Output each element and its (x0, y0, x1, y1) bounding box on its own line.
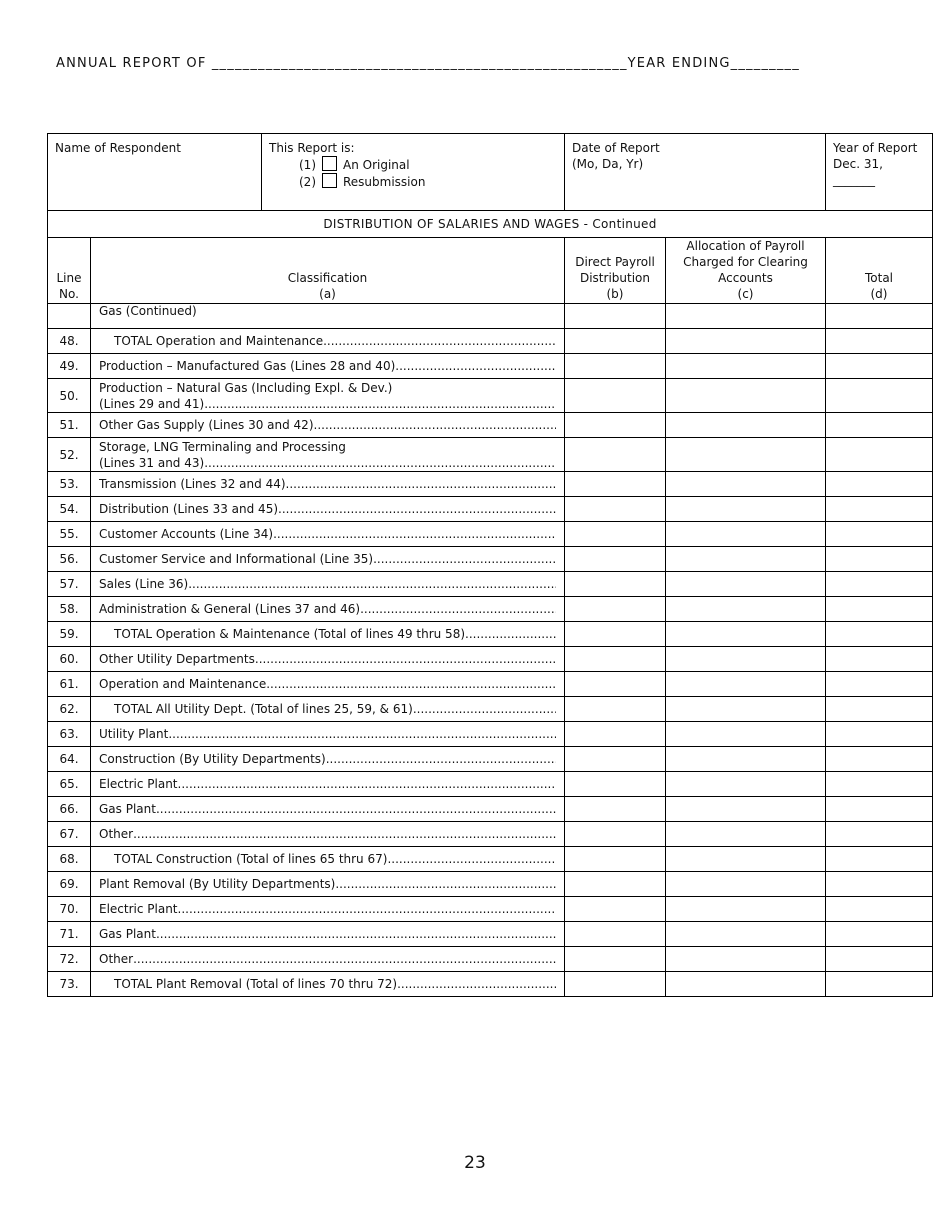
direct-payroll-cell[interactable] (565, 847, 666, 872)
allocation-cell[interactable] (666, 797, 826, 822)
row-label: (Lines 29 and 41) (99, 396, 205, 411)
total-cell[interactable] (826, 379, 933, 413)
table-row (48, 947, 933, 972)
line-number: 65. (48, 772, 91, 797)
direct-payroll-cell[interactable] (565, 672, 666, 697)
row-label: TOTAL Operation and Maintenance (114, 334, 324, 348)
total-cell[interactable] (826, 922, 933, 947)
column-header-row (48, 238, 933, 304)
total-cell[interactable] (826, 847, 933, 872)
total-cell[interactable] (826, 413, 933, 438)
total-cell[interactable] (826, 772, 933, 797)
table-row (48, 872, 933, 897)
line-number: 69. (48, 872, 91, 897)
row-label: Electric Plant (99, 902, 178, 916)
table-row (48, 747, 933, 772)
table-row (48, 472, 933, 497)
table-row (48, 572, 933, 597)
table-row (48, 379, 933, 413)
line-number: 72. (48, 947, 91, 972)
date-format: (Mo, Da, Yr) (572, 157, 644, 171)
resubmission-checkbox[interactable] (322, 173, 337, 188)
row-label: Operation and Maintenance (99, 677, 267, 691)
allocation-cell[interactable] (666, 472, 826, 497)
table-row (48, 972, 933, 997)
table-row (48, 522, 933, 547)
table-row (48, 697, 933, 722)
original-checkbox[interactable] (322, 156, 337, 171)
line-number: 50. (48, 379, 91, 413)
table-row (48, 597, 933, 622)
allocation-cell[interactable] (666, 522, 826, 547)
table-row (48, 822, 933, 847)
total-cell[interactable] (826, 822, 933, 847)
table-row (48, 897, 933, 922)
option-original (269, 156, 557, 173)
direct-payroll-cell[interactable] (565, 872, 666, 897)
table-row (48, 413, 933, 438)
line-number: 57. (48, 572, 91, 597)
report-year-cell (826, 134, 933, 211)
allocation-cell[interactable] (666, 547, 826, 572)
row-label: TOTAL Construction (Total of lines 65 thru 67) (114, 852, 388, 866)
respondent-label: Name of Respondent (55, 141, 181, 155)
row-label: Plant Removal (By Utility Departments) (99, 877, 336, 891)
table-row (48, 722, 933, 747)
table-row (48, 797, 933, 822)
row-label: TOTAL All Utility Dept. (Total of lines 25, 59, & 61) (114, 702, 413, 716)
row-label: TOTAL Plant Removal (Total of lines 70 thru 72) (114, 977, 398, 991)
line-number: 58. (48, 597, 91, 622)
allocation-cell[interactable] (666, 947, 826, 972)
line-number: 53. (48, 472, 91, 497)
option2-number: (2) (299, 175, 316, 189)
allocation-cell[interactable] (666, 647, 826, 672)
direct-payroll-cell[interactable] (565, 922, 666, 947)
table-row (48, 772, 933, 797)
title-row (48, 211, 933, 238)
allocation-cell[interactable] (666, 697, 826, 722)
year-value: Dec. 31, _______ (833, 157, 883, 187)
total-cell[interactable] (826, 329, 933, 354)
line-number: 52. (48, 438, 91, 472)
row-label: Other (99, 827, 134, 841)
direct-payroll-cell[interactable] (565, 354, 666, 379)
direct-payroll-cell[interactable] (565, 413, 666, 438)
total-cell[interactable] (826, 354, 933, 379)
total-cell[interactable] (826, 872, 933, 897)
allocation-cell[interactable] (666, 872, 826, 897)
allocation-cell[interactable] (666, 413, 826, 438)
direct-payroll-cell[interactable] (565, 472, 666, 497)
row-label: Customer Service and Informational (Line 35) (99, 552, 374, 566)
row-label-line1: Production – Natural Gas (Including Expl. & Dev.) (99, 380, 393, 395)
respondent-cell (48, 134, 262, 211)
section-heading-row (48, 304, 933, 329)
table-row (48, 672, 933, 697)
line-number: 68. (48, 847, 91, 872)
option1-label: An Original (343, 158, 410, 172)
allocation-cell[interactable] (666, 772, 826, 797)
section-heading: Gas (Continued) (91, 304, 565, 329)
line-number: 48. (48, 329, 91, 354)
row-label: Transmission (Lines 32 and 44) (99, 477, 286, 491)
direct-payroll-cell[interactable] (565, 438, 666, 472)
direct-payroll-cell[interactable] (565, 329, 666, 354)
direct-payroll-cell[interactable] (565, 379, 666, 413)
year-label: Year of Report (833, 141, 918, 155)
line-number: 70. (48, 897, 91, 922)
table-row (48, 622, 933, 647)
report-date-cell (565, 134, 826, 211)
line-number: 61. (48, 672, 91, 697)
col-classification: Classification (a) (91, 238, 565, 304)
direct-payroll-cell[interactable] (565, 497, 666, 522)
row-label: Other Gas Supply (Lines 30 and 42) (99, 418, 314, 432)
line-number: 64. (48, 747, 91, 772)
table-row (48, 647, 933, 672)
date-label: Date of Report (572, 141, 660, 155)
direct-payroll-cell[interactable] (565, 947, 666, 972)
direct-payroll-cell[interactable] (565, 722, 666, 747)
direct-payroll-cell[interactable] (565, 597, 666, 622)
total-cell[interactable] (826, 747, 933, 772)
total-cell[interactable] (826, 572, 933, 597)
row-label: Production – Manufactured Gas (Lines 28 and 40) (99, 359, 396, 373)
allocation-cell[interactable] (666, 722, 826, 747)
total-cell[interactable] (826, 672, 933, 697)
allocation-cell[interactable] (666, 972, 826, 997)
total-cell[interactable] (826, 647, 933, 672)
allocation-cell[interactable] (666, 572, 826, 597)
row-label: Other Utility Departments (99, 652, 255, 666)
total-cell[interactable] (826, 797, 933, 822)
report-is-label: This Report is: (269, 141, 355, 155)
row-label: Construction (By Utility Departments) (99, 752, 326, 766)
total-cell[interactable] (826, 947, 933, 972)
report-type-cell (262, 134, 565, 211)
direct-payroll-cell[interactable] (565, 897, 666, 922)
total-cell[interactable] (826, 597, 933, 622)
allocation-cell[interactable] (666, 329, 826, 354)
row-label: Sales (Line 36) (99, 577, 189, 591)
allocation-cell[interactable] (666, 379, 826, 413)
row-label: Electric Plant (99, 777, 178, 791)
direct-payroll-cell[interactable] (565, 622, 666, 647)
allocation-cell[interactable] (666, 672, 826, 697)
line-number: 56. (48, 547, 91, 572)
row-label-line1: Storage, LNG Terminaling and Processing (99, 439, 346, 454)
page-number: 23 (464, 1153, 486, 1173)
line-number: 62. (48, 697, 91, 722)
total-cell[interactable] (826, 472, 933, 497)
row-label: Administration & General (Lines 37 and 46) (99, 602, 361, 616)
annual-report-header: ANNUAL REPORT OF ______________________________________________________YEAR ENDING_________ (56, 56, 800, 71)
line-number: 63. (48, 722, 91, 747)
total-cell[interactable] (826, 972, 933, 997)
total-cell[interactable] (826, 722, 933, 747)
allocation-cell[interactable] (666, 897, 826, 922)
row-label: Other (99, 952, 134, 966)
col-allocation: Allocation of Payroll Charged for Clearing Accounts (c) (666, 238, 826, 304)
total-cell[interactable] (826, 438, 933, 472)
direct-payroll-cell[interactable] (565, 697, 666, 722)
option2-label: Resubmission (343, 175, 426, 189)
respondent-info-row (48, 134, 933, 211)
line-number: 67. (48, 822, 91, 847)
allocation-cell[interactable] (666, 847, 826, 872)
direct-payroll-cell[interactable] (565, 972, 666, 997)
allocation-cell[interactable] (666, 497, 826, 522)
option-resubmission (269, 173, 557, 190)
allocation-cell[interactable] (666, 747, 826, 772)
table-row (48, 329, 933, 354)
col-line-no: Line No. (48, 238, 91, 304)
direct-payroll-cell[interactable] (565, 772, 666, 797)
row-label: Customer Accounts (Line 34) (99, 527, 274, 541)
allocation-cell[interactable] (666, 922, 826, 947)
allocation-cell[interactable] (666, 622, 826, 647)
line-number: 73. (48, 972, 91, 997)
total-cell[interactable] (826, 522, 933, 547)
total-cell[interactable] (826, 897, 933, 922)
row-label: Distribution (Lines 33 and 45) (99, 502, 279, 516)
direct-payroll-cell[interactable] (565, 747, 666, 772)
total-cell[interactable] (826, 547, 933, 572)
direct-payroll-cell[interactable] (565, 797, 666, 822)
line-number: 66. (48, 797, 91, 822)
direct-payroll-cell[interactable] (565, 572, 666, 597)
row-label: (Lines 31 and 43) (99, 455, 205, 470)
table-row (48, 354, 933, 379)
line-number: 71. (48, 922, 91, 947)
allocation-cell[interactable] (666, 438, 826, 472)
col-total: Total (d) (826, 238, 933, 304)
option1-number: (1) (299, 158, 316, 172)
direct-payroll-cell[interactable] (565, 522, 666, 547)
table-row (48, 497, 933, 522)
allocation-cell[interactable] (666, 822, 826, 847)
direct-payroll-cell[interactable] (565, 822, 666, 847)
line-number: 51. (48, 413, 91, 438)
direct-payroll-cell[interactable] (565, 547, 666, 572)
total-cell[interactable] (826, 622, 933, 647)
table-title: DISTRIBUTION OF SALARIES AND WAGES - Continued (48, 211, 933, 238)
direct-payroll-cell[interactable] (565, 647, 666, 672)
row-label: Gas Plant (99, 927, 156, 941)
salaries-wages-form (47, 133, 933, 997)
table-row (48, 922, 933, 947)
table-row (48, 547, 933, 572)
line-number: 59. (48, 622, 91, 647)
table-row (48, 847, 933, 872)
allocation-cell[interactable] (666, 354, 826, 379)
row-label: Gas Plant (99, 802, 156, 816)
row-label: Utility Plant (99, 727, 169, 741)
table-row (48, 438, 933, 472)
total-cell[interactable] (826, 697, 933, 722)
line-number: 49. (48, 354, 91, 379)
line-number: 60. (48, 647, 91, 672)
line-number: 54. (48, 497, 91, 522)
allocation-cell[interactable] (666, 597, 826, 622)
col-direct-payroll: Direct Payroll Distribution (b) (565, 238, 666, 304)
line-number: 55. (48, 522, 91, 547)
total-cell[interactable] (826, 497, 933, 522)
row-label: TOTAL Operation & Maintenance (Total of lines 49 thru 58) (114, 627, 466, 641)
